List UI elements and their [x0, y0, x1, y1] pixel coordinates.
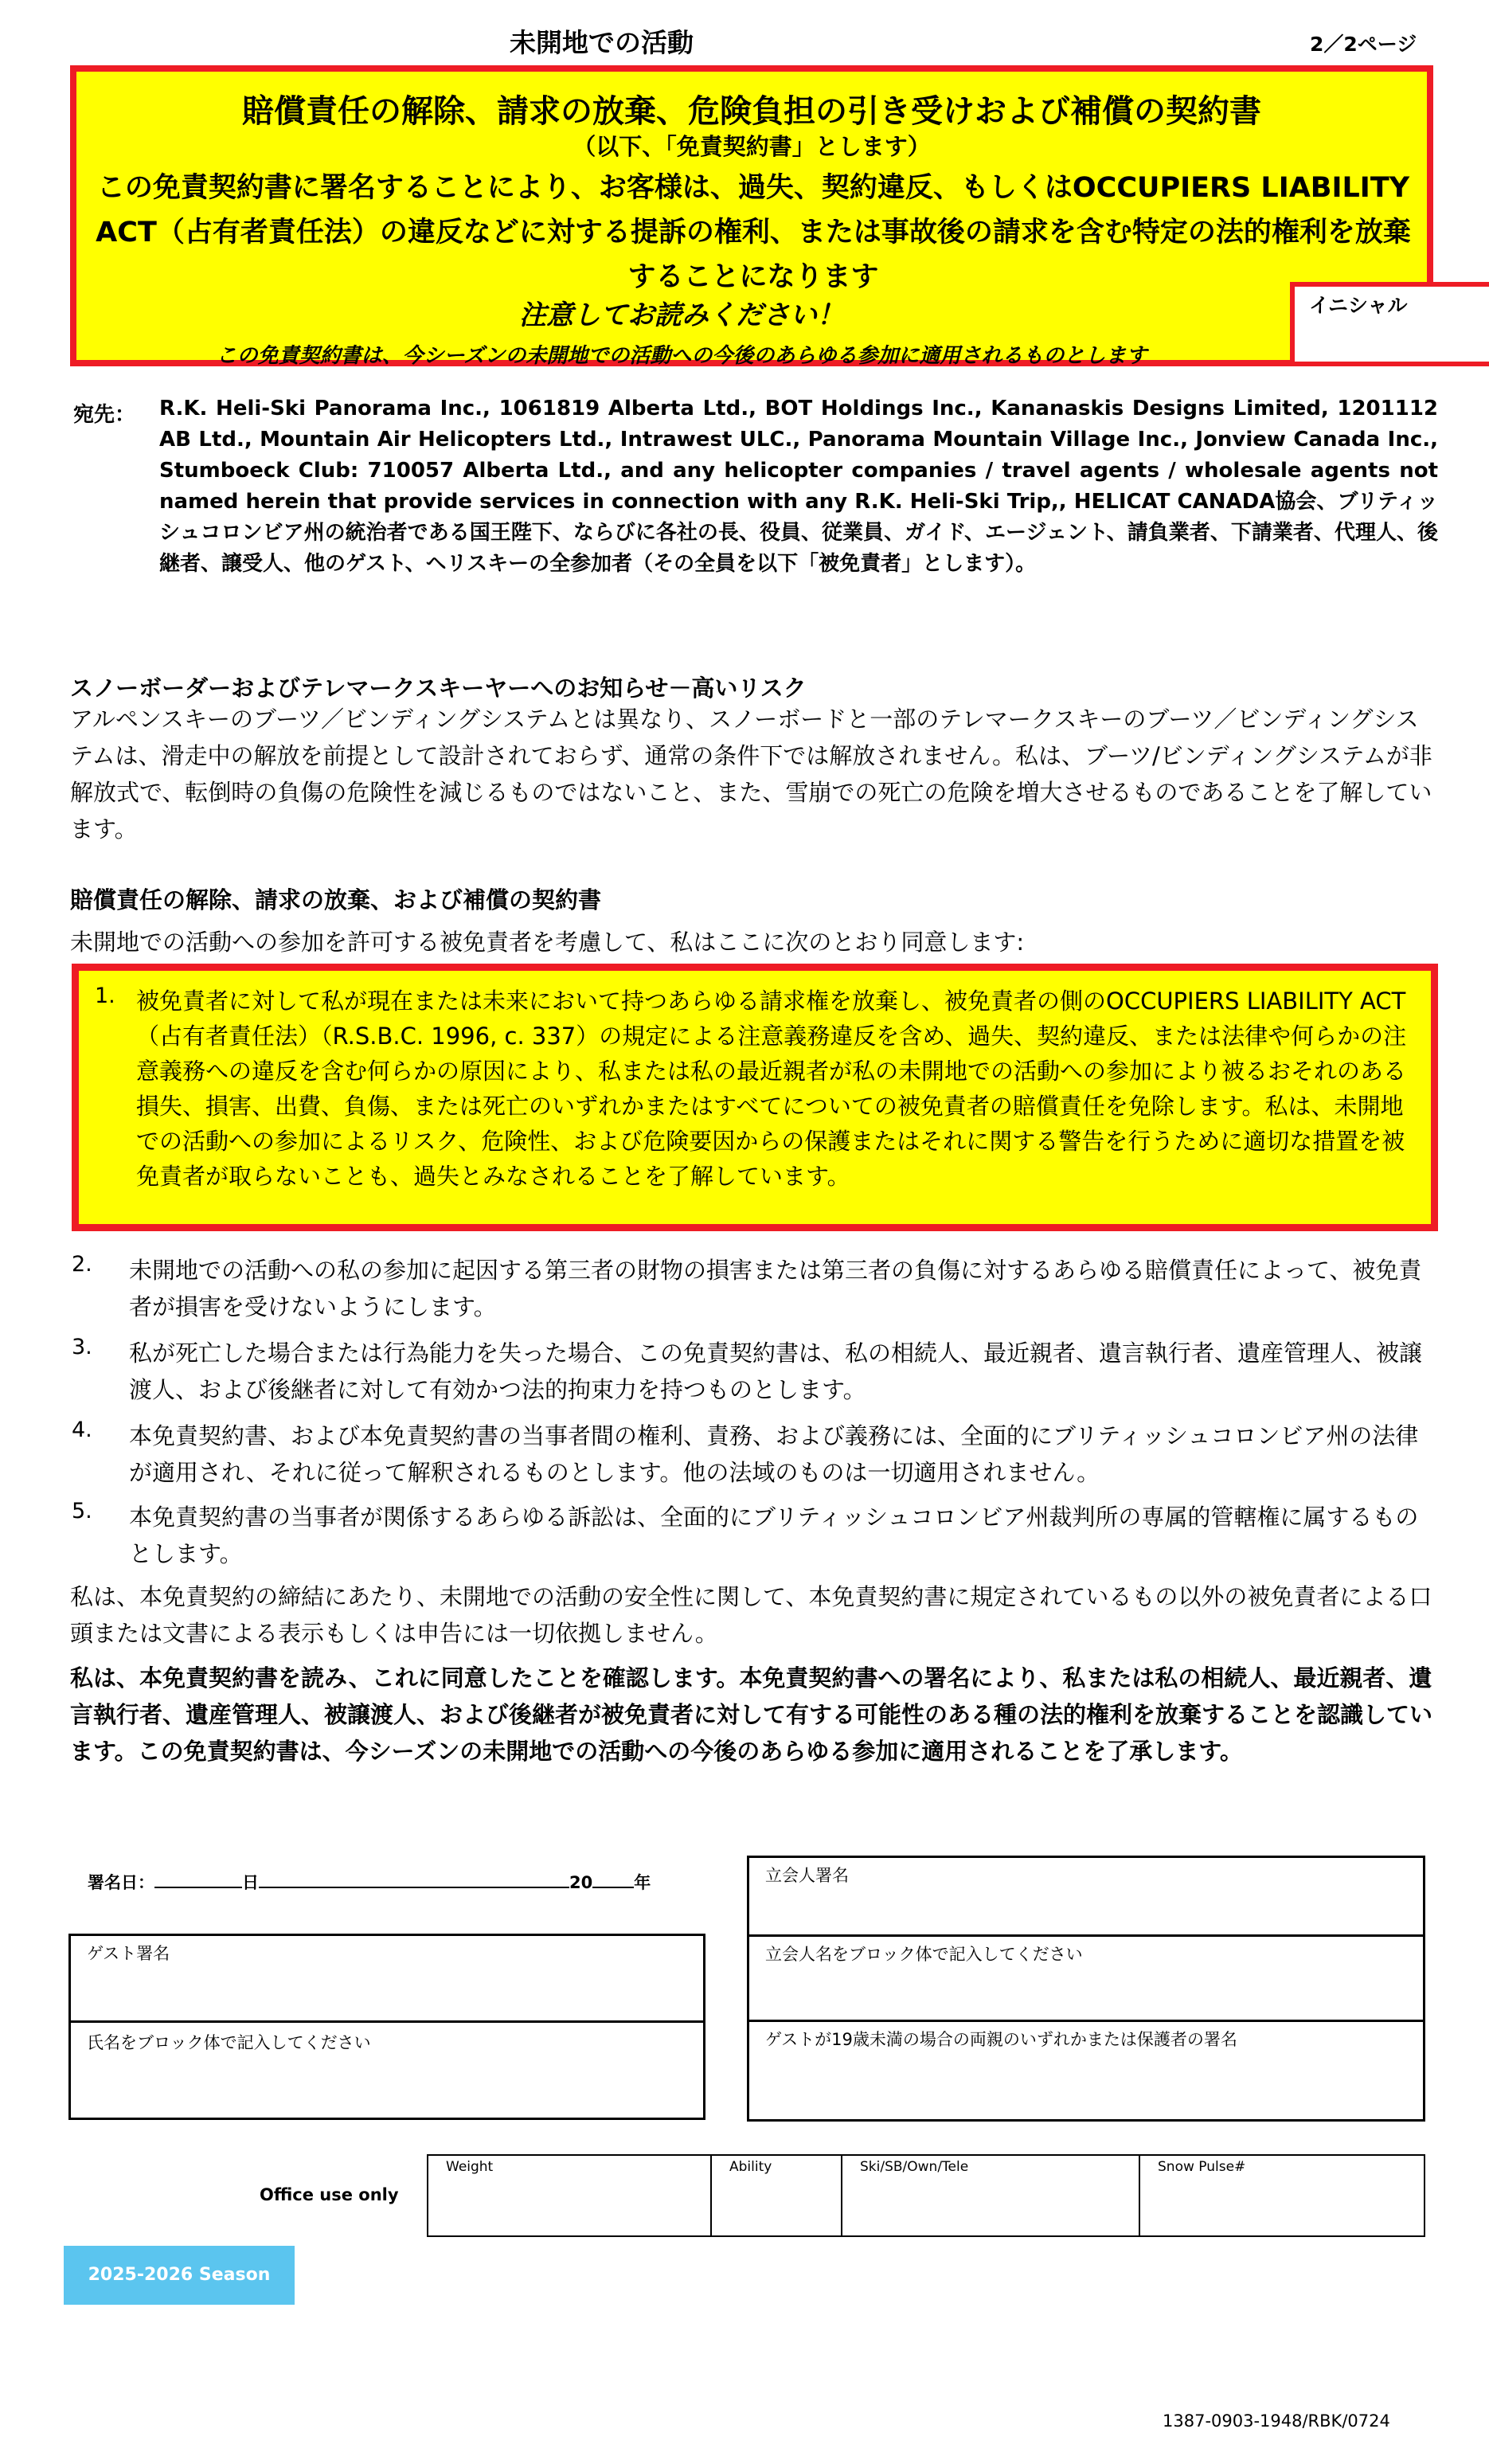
office-use-table [427, 2154, 1425, 2237]
releasees-list: R.K. Heli-Ski Panorama Inc., 1061819 Alberta Ltd., BOT Holdings Inc., Kananaskis Designs Limited, 1201112 AB Ltd., Mountain Air Helicopters Ltd., Intrawest ULC., Panorama Mountain Village Inc., Jonview Canada Inc., Stumboeck Club: 710057 Alberta Ltd., and any helicopter companies / travel agents / wholesale agents not named herein that provide services in connection with any R.K. Heli-Ski Trip,, HELICAT CANADA協会、ブリティッシュコロンビア州の統治者である国王陛下、ならびに各社の長、役員、従業員、ガイド、エージェント、請負業者、下請業者、代理人、後継者、譲受人、他のゲスト、ヘリスキーの全参加者（その全員を以下「被免責者」とします）。 [159, 397, 1438, 576]
parent-signature-label: ゲストが19歳未満の場合の両親のいずれかまたは保護者の署名 [765, 2030, 1237, 2049]
banner-read-carefully: 注意してお読みください！ [519, 299, 844, 331]
clause-number: 2. [72, 1252, 92, 1277]
office-field-ability[interactable] [710, 2154, 841, 2237]
clause-text: 私が死亡した場合または行為能力を失った場合、この免責契約書は、私の相続人、最近親者、遺言執行者、遺産管理人、被譲渡人、および後継者に対して有効かつ法的拘束力を持つものとします。 [129, 1340, 1423, 1403]
witness-group [747, 1856, 1425, 2122]
clause-text: 未開地での活動への私の参加に起因する第三者の財物の損害または第三者の負傷に対するあらゆる賠償責任によって、被免責者が損害を受けないようにします。 [129, 1257, 1422, 1320]
office-field-label: Ability [729, 2159, 772, 2175]
initial-label: イニシャル [1309, 294, 1408, 317]
year-label: 年 [634, 1873, 651, 1892]
notice-text: アルペンスキーのブーツ／ビンディングシステムとは異なり、スノーボードと一部のテレマークスキーのブーツ／ビンディングシステムは、滑走中の解放を前提として設計されておらず、通常の条件下では解放されません。私は、ブーツ/ビンディングシステムが非解放式で、転倒時の負傷の危険性を減じるものではないこと、また、雪崩での死亡の危険を増大させるものであることを了解しています。 [70, 706, 1432, 843]
clause-number: 3. [72, 1335, 92, 1359]
banner-subtitle: （以下、「免責契約書」とします） [573, 133, 931, 160]
office-use-label: Office use only [260, 2185, 399, 2204]
month-blank[interactable] [154, 1887, 242, 1888]
clause-number: 4. [72, 1418, 92, 1442]
season-badge: 2025-2026 Season [64, 2246, 295, 2305]
initial-box[interactable] [1290, 282, 1489, 366]
day-blank[interactable] [259, 1887, 569, 1888]
agreement-heading: 賠償責任の解除、請求の放棄、および補償の契約書 [70, 886, 602, 913]
date-label: 署名日： [88, 1873, 154, 1892]
guest-name-label: 氏名をブロック体で記入してください [87, 2033, 371, 2052]
witness-signature-label: 立会人署名 [765, 1866, 849, 1885]
guest-signature-field[interactable] [68, 1934, 705, 2023]
notice-heading: スノーボーダーおよびテレマークスキーヤーへのお知らせ－高いリスク [70, 675, 807, 702]
acknowledgment-statement: 私は、本免責契約書を読み、これに同意したことを確認します。本免責契約書への署名により、私または私の相続人、最近親者、遺言執行者、遺産管理人、被譲渡人、および後継者が被免責者に対して有する可能性のある種の法的権利を放棄することを認識しています。この免責契約書は、今シーズンの未開地での活動への今後のあらゆる参加に適用されることを了承します。 [70, 1664, 1433, 1765]
clause-text: 本免責契約書の当事者が関係するあらゆる訴訟は、全面的にブリティッシュコロンビア州裁判所の専属的管轄権に属するものとします。 [129, 1504, 1419, 1567]
witness-name-field[interactable] [747, 1934, 1425, 2022]
witness-signature-field[interactable] [747, 1856, 1425, 1937]
witness-name-label: 立会人名をブロック体で記入してください [765, 1945, 1083, 1964]
to-label: 宛先： [73, 403, 136, 427]
banner-applicability: この免責契約書は、今シーズンの未開地での活動への今後のあらゆる参加に適用されるものとします [216, 344, 1147, 368]
year-prefix: 20 [569, 1873, 593, 1892]
page-number: 2／2ページ [1310, 33, 1417, 56]
year-blank[interactable] [592, 1887, 634, 1888]
clause-number: 5. [72, 1499, 92, 1523]
office-field-equipment[interactable] [841, 2154, 1139, 2237]
waiver-banner [70, 65, 1433, 366]
clause-number: 1. [95, 984, 115, 1008]
office-field-label: Ski/SB/Own/Tele [860, 2159, 969, 2175]
signature-date-line [88, 1870, 685, 1894]
document-code: 1387-0903-1948/RBK/0724 [1163, 2411, 1390, 2431]
banner-warning: この免責契約書に署名することにより、お客様は、過失、契約違反、もしくはOCCUPIERS LIABILITY ACT（占有者責任法）の違反などに対する提訴の権利、または事故後の請求を含む特定の法的権利を放棄することになります [96, 172, 1411, 293]
office-field-snow-pulse[interactable] [1139, 2154, 1425, 2237]
banner-title: 賠償責任の解除、請求の放棄、危険負担の引き受けおよび補償の契約書 [242, 93, 1261, 130]
reliance-statement: 私は、本免責契約の締結にあたり、未開地での活動の安全性に関して、本免責契約書に規定されているもの以外の被免責者による口頭または文書による表示もしくは申告には一切依拠しません。 [70, 1583, 1432, 1647]
guest-signature-group [68, 1934, 705, 2120]
agreement-intro: 未開地での活動への参加を許可する被免責者を考慮して、私はここに次のとおり同意します: [70, 929, 1025, 956]
office-field-label: Weight [446, 2159, 494, 2175]
clause-text: 被免責者に対して私が現在または未来において持つあらゆる請求権を放棄し、被免責者の側のOCCUPIERS LIABILITY ACT（占有者責任法）（R.S.B.C. 1996, c. 337）の規定による注意義務違反を含め、過失、契約違反、または法律や何らかの注意義務への違反を含む何らかの原因により、私または私の最近親者が私の未開地での活動への参加により被るおそれのある損失、損害、出費、負傷、または死亡のいずれかまたはすべてについての被免責者の賠償責任を免除します。私は、未開地での活動への参加によるリスク、危険性、および危険要因からの保護またはそれに関する警告を行うために適切な措置を被免責者が取らないことも、過失とみなされることを了解しています。 [136, 988, 1407, 1190]
document-title: 未開地での活動 [510, 27, 694, 58]
clause-text: 本免責契約書、および本免責契約書の当事者間の権利、責務、および義務には、全面的にブリティッシュコロンビア州の法律が適用され、それに従って解釈されるものとします。他の法域のものは一切適用されません。 [129, 1422, 1419, 1486]
clause-1-box [72, 964, 1438, 1231]
office-field-weight[interactable] [427, 2154, 710, 2237]
office-field-label: Snow Pulse# [1158, 2159, 1246, 2175]
guest-signature-label: ゲスト署名 [87, 1944, 170, 1963]
day-label: 日 [242, 1873, 259, 1892]
